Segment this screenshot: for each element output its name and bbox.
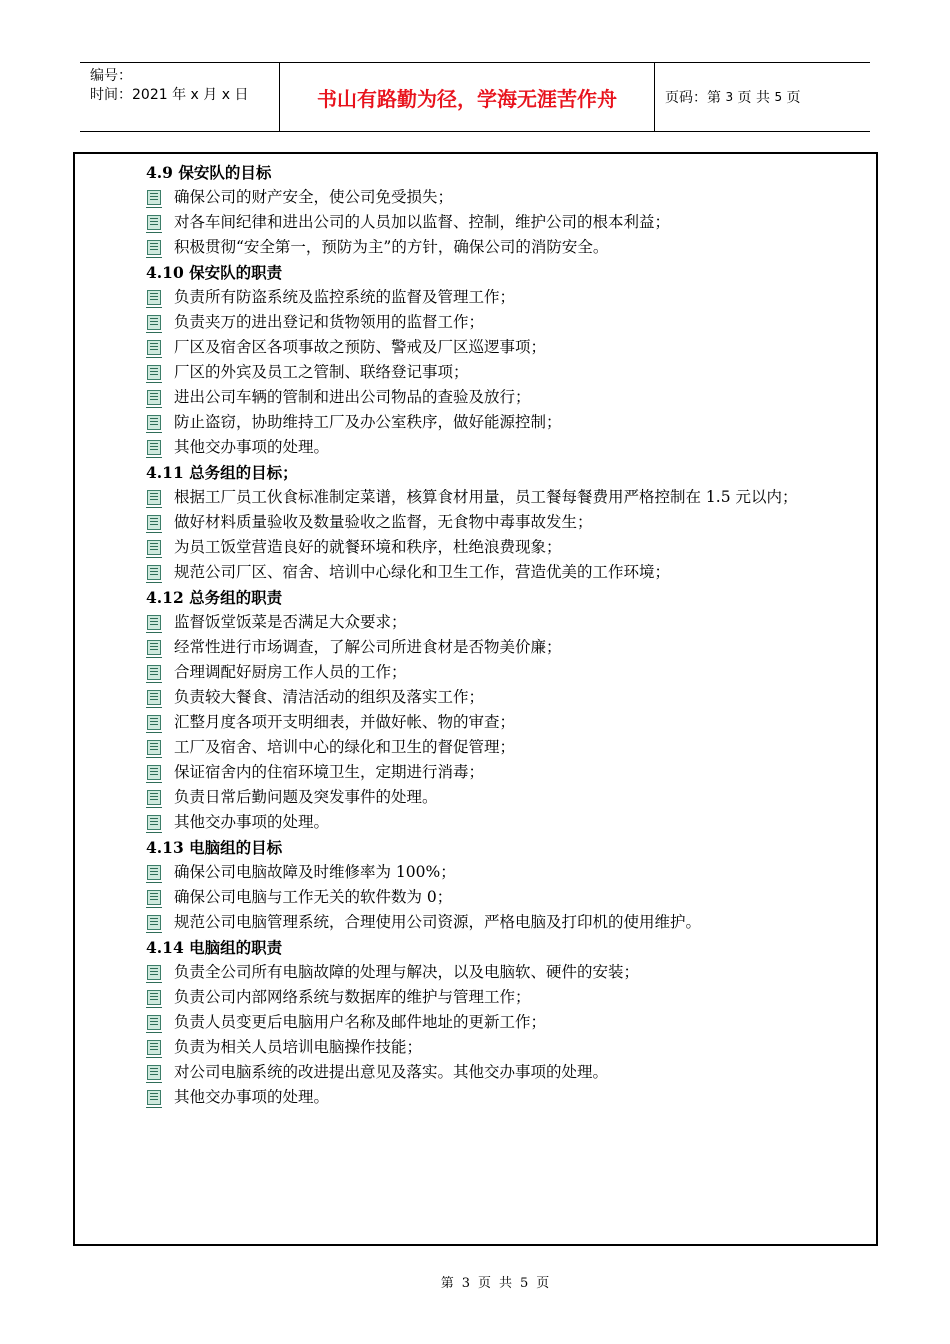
list-item-text: 其他交办事项的处理。 (174, 813, 330, 831)
list-item-text: 合理调配好厨房工作人员的工作； (174, 663, 407, 681)
list-item-text: 厂区的外宾及员工之管制、联络登记事项； (174, 363, 469, 381)
document-date: 时间：2021 年 x 月 x 日 (90, 87, 249, 103)
list-item (145, 310, 880, 335)
list-item (145, 610, 880, 635)
section-heading: 4.9 保安队的目标 (146, 163, 272, 182)
list-item-text: 对公司电脑系统的改进提出意见及落实。其他交办事项的处理。 (174, 1063, 609, 1081)
document-bullet-icon (147, 215, 161, 230)
list-item (145, 360, 880, 385)
section-heading: 4.13 电脑组的目标 (146, 838, 283, 857)
list-item-text: 监督饭堂饭菜是否满足大众要求； (174, 613, 407, 631)
page-total: 5 (774, 90, 783, 104)
list-item (145, 1085, 880, 1110)
document-bullet-icon (147, 1040, 161, 1055)
list-item-text: 做好材料质量验收及数量验收之监督，无食物中毒事故发生； (174, 513, 593, 531)
list-item-text: 汇整月度各项开支明细表，并做好帐、物的审查； (174, 713, 516, 731)
list-item-text: 负责较大餐食、清洁活动的组织及落实工作； (174, 688, 485, 706)
list-item-text: 为员工饭堂营造良好的就餐环境和秩序，杜绝浪费现象； (174, 538, 562, 556)
document-bullet-icon (147, 740, 161, 755)
document-bullet-icon (147, 415, 161, 430)
list-item (145, 510, 880, 535)
section-heading: 4.12 总务组的职责 (146, 588, 283, 607)
footer-ye: 页 (477, 1276, 491, 1291)
list-item-text: 负责公司内部网络系统与数据库的维护与管理工作； (174, 988, 531, 1006)
list-item (145, 735, 880, 760)
list-item (145, 485, 880, 510)
list-item (145, 1010, 880, 1035)
document-bullet-icon (147, 190, 161, 205)
document-bullet-icon (147, 315, 161, 330)
page-current: 3 (725, 90, 734, 104)
document-bullet-icon (147, 965, 161, 980)
document-bullet-icon (147, 790, 161, 805)
document-bullet-icon (147, 490, 161, 505)
document-bullet-icon (147, 715, 161, 730)
document-bullet-icon (147, 865, 161, 880)
list-item-text: 其他交办事项的处理。 (174, 438, 330, 456)
list-item-text: 进出公司车辆的管制和进出公司物品的查验及放行； (174, 388, 531, 406)
document-bullet-icon (147, 565, 161, 580)
list-item (145, 960, 880, 985)
list-item (145, 335, 880, 360)
document-bullet-icon (147, 240, 161, 255)
list-item-text: 经常性进行市场调查，了解公司所进食材是否物美价廉； (174, 638, 562, 656)
list-item (145, 1060, 880, 1085)
list-item (145, 235, 880, 260)
section-heading: 4.14 电脑组的职责 (146, 938, 283, 957)
document-bullet-icon (147, 915, 161, 930)
list-item (145, 685, 880, 710)
page-footer (0, 1272, 950, 1291)
document-bullet-icon (147, 990, 161, 1005)
list-item (145, 385, 880, 410)
list-item (145, 285, 880, 310)
list-item (145, 710, 880, 735)
document-bullet-icon (147, 615, 161, 630)
header-page-number (655, 63, 870, 131)
document-bullet-icon (147, 665, 161, 680)
document-bullet-icon (147, 815, 161, 830)
list-item-text: 确保公司的财产安全，使公司免受损失； (174, 188, 454, 206)
section-heading: 4.10 保安队的职责 (146, 263, 283, 282)
list-item-text: 保证宿舍内的住宿环境卫生，定期进行消毒； (174, 763, 485, 781)
document-bullet-icon (147, 690, 161, 705)
page-mid: 页 共 (737, 90, 770, 106)
document-bullet-icon (147, 1015, 161, 1030)
header-motto: 书山有路勤为径，学海无涯苦作舟 (280, 63, 655, 131)
document-bullet-icon (147, 390, 161, 405)
document-bullet-icon (147, 1065, 161, 1080)
content-box (73, 152, 878, 1246)
section-heading: 4.11 总务组的目标； (146, 463, 298, 482)
document-bullet-icon (147, 640, 161, 655)
document-bullet-icon (147, 365, 161, 380)
list-item (145, 785, 880, 810)
list-item-text: 确保公司电脑故障及时维修率为 100%； (174, 863, 456, 881)
document-bullet-icon (147, 515, 161, 530)
document-bullet-icon (147, 340, 161, 355)
list-item-text: 防止盗窃，协助维持工厂及办公室秩序，做好能源控制； (174, 413, 562, 431)
list-item (145, 535, 880, 560)
list-item (145, 810, 880, 835)
list-item-text: 确保公司电脑与工作无关的软件数为 0； (174, 888, 453, 906)
list-item (145, 185, 880, 210)
list-item-text: 负责所有防盗系统及监控系统的监督及管理工作； (174, 288, 516, 306)
page-suffix: 页 (786, 90, 801, 106)
list-item (145, 1035, 880, 1060)
list-item (145, 635, 880, 660)
footer-ye-end: 页 (536, 1276, 550, 1291)
list-item (145, 885, 880, 910)
footer-total: 5 (520, 1276, 529, 1291)
list-item (145, 660, 880, 685)
list-item (145, 210, 880, 235)
list-item-text: 规范公司厂区、宿舍、培训中心绿化和卫生工作，营造优美的工作环境； (174, 563, 671, 581)
document-bullet-icon (147, 290, 161, 305)
list-item-text: 负责日常后勤问题及突发事件的处理。 (174, 788, 438, 806)
header-meta (80, 63, 280, 131)
page-header (80, 62, 870, 132)
list-item (145, 985, 880, 1010)
list-item-text: 根据工厂员工伙食标准制定菜谱，核算食材用量，员工餐每餐费用严格控制在 1.5 元以内； (174, 488, 798, 506)
document-bullet-icon (147, 1090, 161, 1105)
document-body (145, 160, 880, 1110)
list-item (145, 435, 880, 460)
page-prefix: 页码：第 (665, 90, 721, 106)
list-item-text: 厂区及宿舍区各项事故之预防、警戒及厂区巡逻事项； (174, 338, 547, 356)
document-bullet-icon (147, 890, 161, 905)
list-item-text: 积极贯彻“安全第一，预防为主”的方针，确保公司的消防安全。 (174, 238, 609, 256)
list-item-text: 工厂及宿舍、培训中心的绿化和卫生的督促管理； (174, 738, 516, 756)
footer-di: 第 (440, 1276, 454, 1291)
list-item-text: 负责夹万的进出登记和货物领用的监督工作； (174, 313, 485, 331)
list-item-text: 负责全公司所有电脑故障的处理与解决，以及电脑软、硬件的安装； (174, 963, 640, 981)
list-item-text: 负责为相关人员培训电脑操作技能； (174, 1038, 423, 1056)
list-item-text: 负责人员变更后电脑用户名称及邮件地址的更新工作； (174, 1013, 547, 1031)
list-item (145, 910, 880, 935)
document-code-label: 编号： (90, 68, 132, 84)
list-item (145, 860, 880, 885)
document-bullet-icon (147, 440, 161, 455)
document-bullet-icon (147, 765, 161, 780)
list-item (145, 410, 880, 435)
list-item (145, 560, 880, 585)
list-item-text: 规范公司电脑管理系统，合理使用公司资源，严格电脑及打印机的使用维护。 (174, 913, 702, 931)
footer-page: 3 (461, 1276, 470, 1291)
list-item (145, 760, 880, 785)
list-item-text: 其他交办事项的处理。 (174, 1088, 330, 1106)
footer-gong: 共 (499, 1276, 513, 1291)
document-bullet-icon (147, 540, 161, 555)
list-item-text: 对各车间纪律和进出公司的人员加以监督、控制，维护公司的根本利益； (174, 213, 671, 231)
